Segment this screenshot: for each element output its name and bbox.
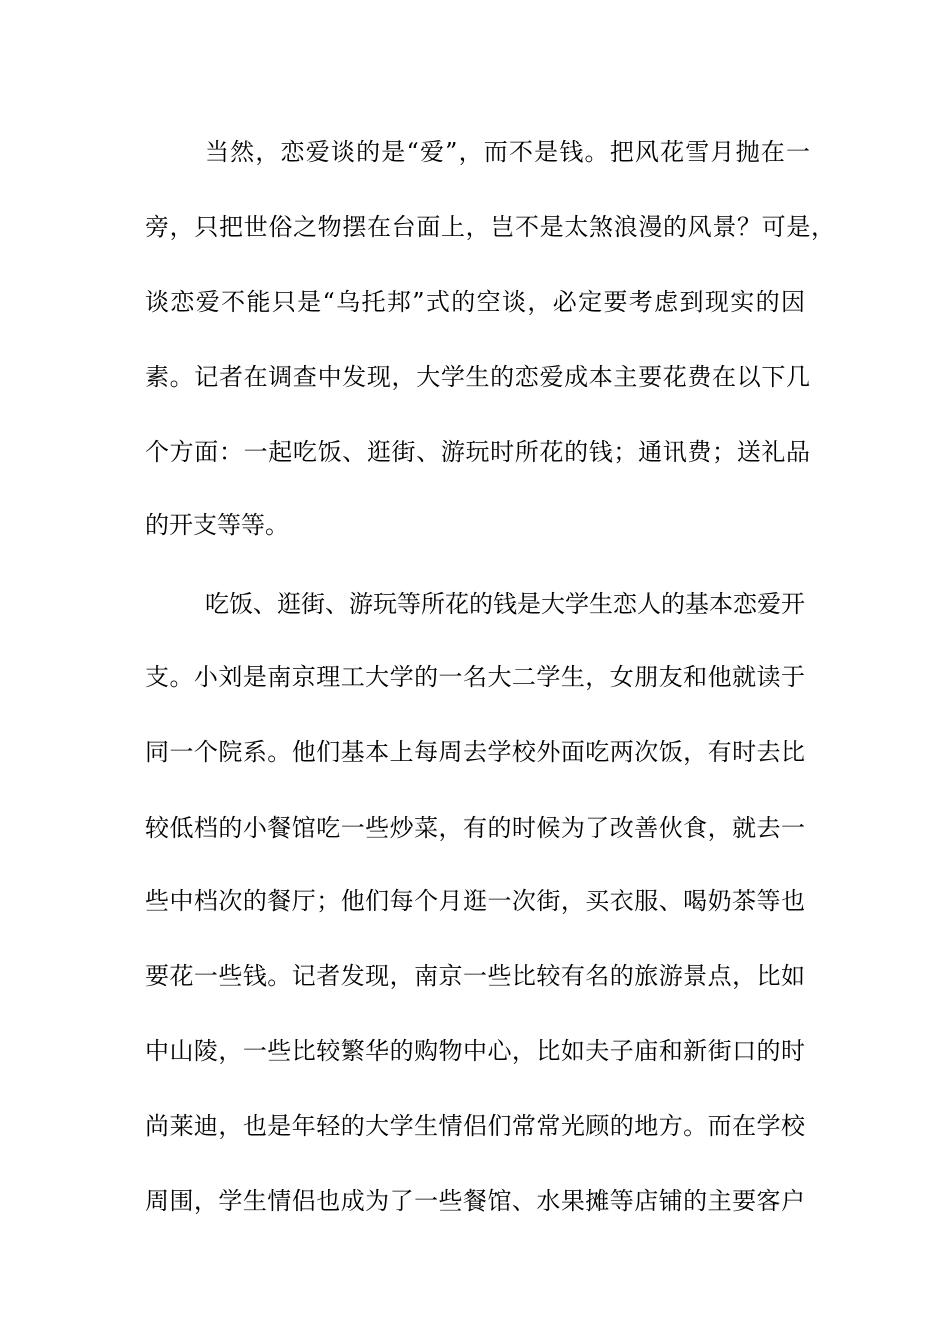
paragraph-1-line-5: 个方面：一起吃饭、逛街、游玩时所花的钱；通讯费；送礼品 [145,438,810,466]
paragraph-2-line-5: 些中档次的餐厅；他们每个月逛一次街，买衣服、喝奶茶等也 [145,887,805,915]
paragraph-2-line-3: 同一个院系。他们基本上每周去学校外面吃两次饭，有时去比 [145,738,805,766]
paragraph-2-line-4: 较低档的小餐馆吃一些炒菜，有的时候为了改善伙食，就去一 [145,814,805,842]
paragraph-1-line-4: 素。记者在调查中发现，大学生的恋爱成本主要花费在以下几 [145,363,810,391]
paragraph-2-line-2: 支。小刘是南京理工大学的一名大二学生，女朋友和他就读于 [145,663,805,691]
paragraph-1-line-2: 旁，只把世俗之物摆在台面上，岂不是太煞浪漫的风景？可是， [145,213,835,241]
paragraph-2-line-9: 周围，学生情侣也成为了一些餐馆、水果摊等店铺的主要客户 [145,1187,805,1215]
paragraph-1-line-3: 谈恋爱不能只是“乌托邦”式的空谈，必定要考虑到现实的因 [145,288,805,316]
paragraph-2-line-1: 吃饭、逛街、游玩等所花的钱是大学生恋人的基本恋爱开 [205,590,805,618]
paragraph-2-line-7: 中山陵，一些比较繁华的购物中心，比如夫子庙和新街口的时 [145,1037,805,1065]
paragraph-2-line-8: 尚莱迪，也是年轻的大学生情侣们常常光顾的地方。而在学校 [145,1112,805,1140]
paragraph-2-line-6: 要花一些钱。记者发现，南京一些比较有名的旅游景点，比如 [145,962,805,990]
paragraph-1-line-1: 当然，恋爱谈的是“爱”，而不是钱。把风花雪月抛在一 [205,138,810,166]
paragraph-1-line-6: 的开支等等。 [145,511,289,539]
